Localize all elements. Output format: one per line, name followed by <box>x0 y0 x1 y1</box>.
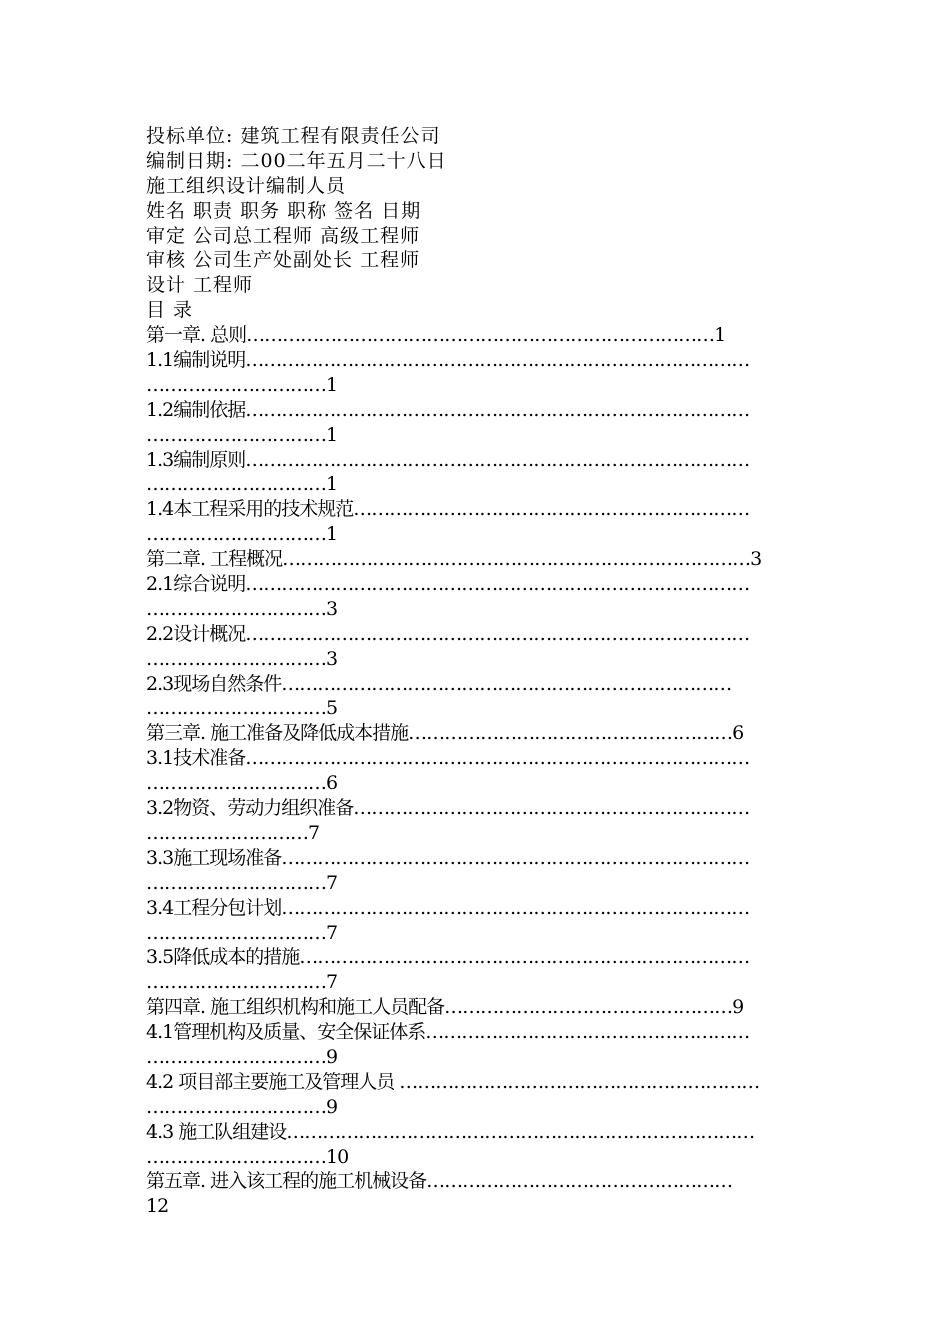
toc-line: …………………………3 <box>146 597 338 620</box>
toc-line: 第一章. 总则……………………………………………………………………1 <box>146 324 726 347</box>
toc-line: ………………………7 <box>146 821 320 844</box>
toc-line: 第三章. 施工准备及降低成本措施………………………………………………6 <box>146 722 744 745</box>
toc-title: 目 录 <box>146 299 194 322</box>
toc-line: 4.2 项目部主要施工及管理人员 …………………………………………………… <box>146 1070 760 1093</box>
toc-line: …………………………9 <box>146 1095 338 1118</box>
toc-line: 2.1综合说明………………………………………………………………………… <box>146 573 750 596</box>
toc-line: …………………………1 <box>146 373 338 396</box>
toc-line: 第二章. 工程概况……………………………………………………………………3 <box>146 548 762 571</box>
toc-line: 第四章. 施工组织机构和施工人员配备…………………………………………9 <box>146 996 744 1019</box>
staff-title: 施工组织设计编制人员 <box>146 174 347 197</box>
toc-line: 3.2物资、劳动力组织准备………………………………………………………… <box>146 797 750 820</box>
toc-line: …………………………6 <box>146 772 338 795</box>
staff-row-check: 审核 公司生产处副处长 工程师 <box>146 249 421 272</box>
toc-line: 1.3编制原则………………………………………………………………………… <box>146 448 750 471</box>
toc-line: 3.1技术准备………………………………………………………………………… <box>146 747 750 770</box>
toc-line: …………………………9 <box>146 1045 338 1068</box>
toc-line: …………………………1 <box>146 473 338 496</box>
document-page <box>146 124 806 1219</box>
toc-line: …………………………7 <box>146 971 338 994</box>
toc-line: …………………………7 <box>146 871 338 894</box>
toc-line: …………………………5 <box>146 697 338 720</box>
toc-line: …………………………1 <box>146 523 338 546</box>
toc-line: 3.3施工现场准备…………………………………………………………………… <box>146 846 750 869</box>
staff-columns: 姓名 职责 职务 职称 签名 日期 <box>146 199 422 222</box>
toc-line: …………………………10 <box>146 1145 349 1168</box>
toc-line: 1.4本工程采用的技术规范………………………………………………………… <box>146 498 750 521</box>
toc-line: 3.5降低成本的措施………………………………………………………………… <box>146 946 750 969</box>
toc-line: 1.1编制说明………………………………………………………………………… <box>146 349 750 372</box>
toc-line: …………………………1 <box>146 423 338 446</box>
toc-line: 12 <box>146 1195 169 1218</box>
toc-line: 2.2设计概况………………………………………………………………………… <box>146 622 750 645</box>
staff-row-design: 设计 工程师 <box>146 274 254 297</box>
toc-line: 4.3 施工队组建设…………………………………………………………………… <box>146 1120 755 1143</box>
toc-line: 3.4工程分包计划…………………………………………………………………… <box>146 896 750 919</box>
toc-line: …………………………3 <box>146 647 338 670</box>
toc-line: 第五章. 进入该工程的施工机械设备…………………………………………… <box>146 1170 733 1193</box>
toc-line: 2.3现场自然条件………………………………………………………………… <box>146 672 732 695</box>
date-line: 编制日期: 二00二年五月二十八日 <box>146 149 447 172</box>
toc-line: 1.2编制依据………………………………………………………………………… <box>146 398 750 421</box>
staff-row-review: 审定 公司总工程师 高级工程师 <box>146 224 421 247</box>
bidder-line: 投标单位: 建筑工程有限责任公司 <box>146 125 441 147</box>
toc-line: 4.1管理机构及质量、安全保证体系……………………………………………… <box>146 1021 750 1044</box>
toc-line: …………………………7 <box>146 921 338 944</box>
